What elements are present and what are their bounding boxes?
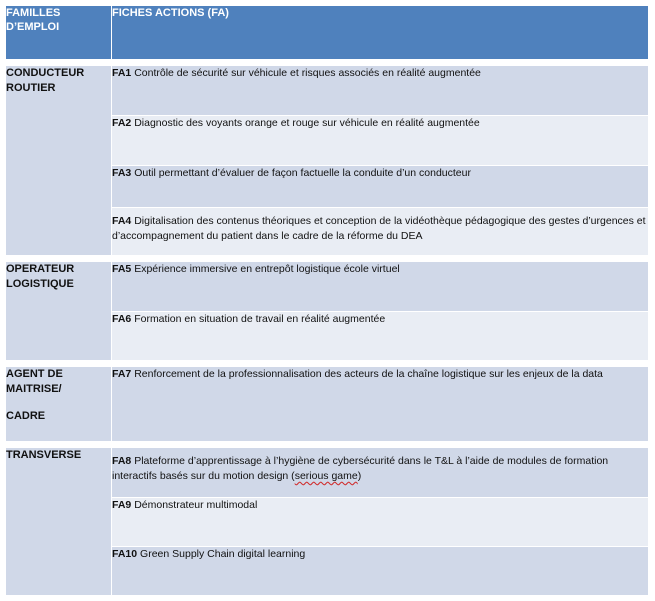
header-familles: FAMILLES D’EMPLOI <box>6 6 112 60</box>
family-cell: TRANSVERSE <box>6 448 112 596</box>
action-item: FA5 Expérience immersive en entrepôt logistique école virtuel <box>112 262 649 312</box>
action-item: FA3 Outil permettant d’évaluer de façon factuelle la conduite d’un conducteur <box>112 166 649 208</box>
header-fiches: FICHES ACTIONS (FA) <box>112 6 649 60</box>
table-row <box>6 448 649 498</box>
action-item: FA6 Formation en situation de travail en réalité augmentée <box>112 312 649 361</box>
table-row <box>6 66 649 116</box>
table-row <box>6 367 649 442</box>
family-cell: AGENT DE MAITRISE/ CADRE <box>6 367 112 442</box>
table-row <box>6 262 649 312</box>
family-cell: OPERATEUR LOGISTIQUE <box>6 262 112 361</box>
action-item: FA9 Démonstrateur multimodal <box>112 498 649 547</box>
header-row <box>6 6 649 60</box>
action-item: FA2 Diagnostic des voyants orange et rouge sur véhicule en réalité augmentée <box>112 116 649 166</box>
action-item: FA10 Green Supply Chain digital learning <box>112 547 649 596</box>
action-item: FA4 Digitalisation des contenus théoriques et conception de la vidéothèque pédagogique des gestes d’urgences et d’accompagnement du patient dans le cadre de la réforme du DEA <box>112 208 649 256</box>
action-item: FA7 Renforcement de la professionnalisation des acteurs de la chaîne logistique sur les enjeux de la data <box>112 367 649 442</box>
fiches-actions-table <box>5 5 649 596</box>
family-cell: CONDUCTEUR ROUTIER <box>6 66 112 256</box>
action-item: FA1 Contrôle de sécurité sur véhicule et risques associés en réalité augmentée <box>112 66 649 116</box>
action-item: FA8 Plateforme d’apprentissage à l’hygiène de cybersécurité dans le T&L à l’aide de modules de formation interactifs basés sur du motion design (serious game) <box>112 448 649 498</box>
